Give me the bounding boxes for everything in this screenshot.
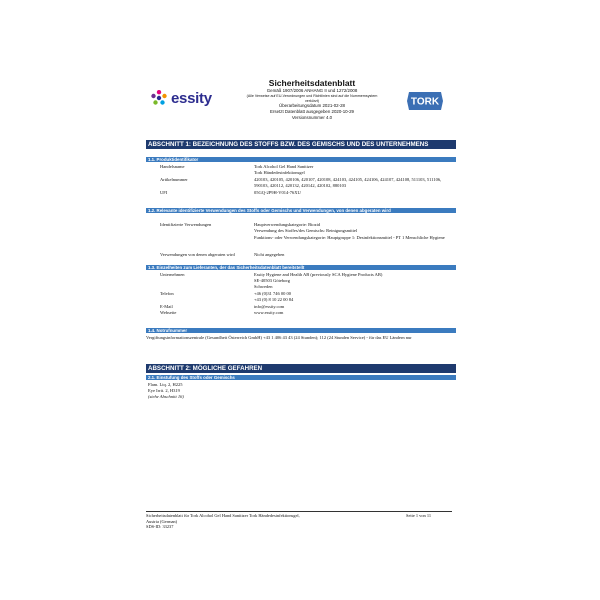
row-value: Tork Händedesinfektionsgel xyxy=(254,170,305,175)
footer-document-info xyxy=(146,513,376,530)
footer-sds-id: SDS-ID: 33237 xyxy=(146,524,174,530)
row-value: 420103, 420105, 420106, 420107, 420108, 424103, 424105, 424106, 424107, 424108, 511103, 511106, 590103, 420112, 420132, 420142, 420102, 880103 xyxy=(254,177,442,188)
row-value: Nicht angegeben xyxy=(254,252,285,257)
row-label: Artikelnummer xyxy=(160,177,188,182)
subsection-1-4-heading: 1.4. Notrufnummer xyxy=(146,328,456,333)
header-line: Gemäß 1907/2006 ANHANG II und 1272/2008 xyxy=(266,88,358,93)
row-label: Telefon xyxy=(160,291,174,296)
footer-line: Sicherheitsdatenblatt für Tork Alcohol Gel Hand Sanitizer Tork Händedesinfektionsgel, xyxy=(146,513,300,518)
row-value: +46 (0)31 746 00 00 xyxy=(254,291,292,296)
row-value: Essity Hygiene and Health AB (previously SCA Hygiene Products AB) xyxy=(254,272,383,277)
row-label: E-Mail xyxy=(160,304,173,309)
row-value: info@essity.com xyxy=(254,304,285,309)
essity-wordmark: essity xyxy=(171,90,212,107)
classification-line: Eye Irrit. 2, H319 xyxy=(148,388,180,393)
row-label: Unternehmen xyxy=(160,272,185,277)
emergency-number-text: Vergiftungsinformationszentrale (Gesundheit Österreich GmbH) +43 1 406 43 43 (24 Stunden); 112 (24 Stunden Service) - für das EU Ländern nur xyxy=(146,335,412,340)
subsection-1-1-heading: 1.1. Produktidentifikator xyxy=(146,157,456,162)
row-value: SE-40503 Göteborg xyxy=(254,278,291,283)
essity-flower-icon xyxy=(150,89,168,107)
row-label: Identifizierte Verwendungen xyxy=(160,222,212,227)
row-value: Schweden xyxy=(254,284,273,289)
version-number: Versionsnummer 4.0 xyxy=(291,115,333,121)
row-value: www.essity.com xyxy=(254,310,284,315)
section-1-heading: ABSCHNITT 1: BEZEICHNUNG DES STOFFS BZW. DES GEMISCHS UND DES UNTERNEHMENS xyxy=(146,140,456,149)
classification-line: Flam. Liq. 2, H225 xyxy=(148,382,183,387)
subsection-1-3-heading: 1.3. Einzelheiten zum Lieferanten, der das Sicherheitsdatenblatt bereitstellt xyxy=(146,265,456,270)
row-label: Verwendungen von denen abgeraten wird xyxy=(160,252,235,257)
row-label: UFI xyxy=(160,190,168,195)
row-label: Handelsname xyxy=(160,164,185,169)
document-title: Sicherheitsdatenblatt xyxy=(268,78,356,88)
header-line: verkürzt) xyxy=(305,98,319,103)
document-header xyxy=(222,78,402,121)
replaces-date: Ersetzt Datenblatt ausgegeben 2020-10-29 xyxy=(270,109,354,115)
row-value: +43 (0) 8 10 22 00 84 xyxy=(254,297,294,302)
section-2-heading: ABSCHNITT 2: MÖGLICHE GEFAHREN xyxy=(146,364,456,373)
header-line: (Alle Verweise auf EU-Verordnungen und Richtlinien sind auf die Nummernsystem xyxy=(246,94,378,98)
classification-note: (siehe Abschnitt 16) xyxy=(148,394,184,399)
essity-logo xyxy=(150,88,218,112)
page-number: Seite 1 von 11 xyxy=(406,513,432,518)
row-value: Funktions- oder Verwendungskategorie: Hauptgruppe 1: Desinfektionsmittel - PT 1 Menschliche Hygiene xyxy=(254,235,445,240)
footer-divider xyxy=(146,511,452,512)
row-label: Webseite xyxy=(160,310,177,315)
row-value: Verwendung des Stoffes/des Gemischs: Reinigungsmittel xyxy=(254,228,358,233)
row-value: Hauptverwendungskategorie: Biozid xyxy=(254,222,321,227)
document-page xyxy=(146,78,456,548)
tork-logo xyxy=(406,91,444,111)
tork-wordmark: TORK xyxy=(410,96,440,108)
subsection-2-1-heading: 2.1. Einstufung des Stoffs oder Gemischs xyxy=(146,375,456,380)
revision-date: Überarbeitungsdatum 2021-02-28 xyxy=(279,103,345,109)
footer-line: Austria (German) xyxy=(146,518,178,524)
subsection-1-2-heading: 1.2. Relevante identifizierte Verwendungen des Stoffs oder Gemischs und Verwendungen, von denen abgeraten wird xyxy=(146,208,456,213)
row-value: Tork Alcohol Gel Hand Sanitizer xyxy=(254,164,314,169)
row-value: 05GQ-2P9H-V014-76XU xyxy=(254,190,301,195)
